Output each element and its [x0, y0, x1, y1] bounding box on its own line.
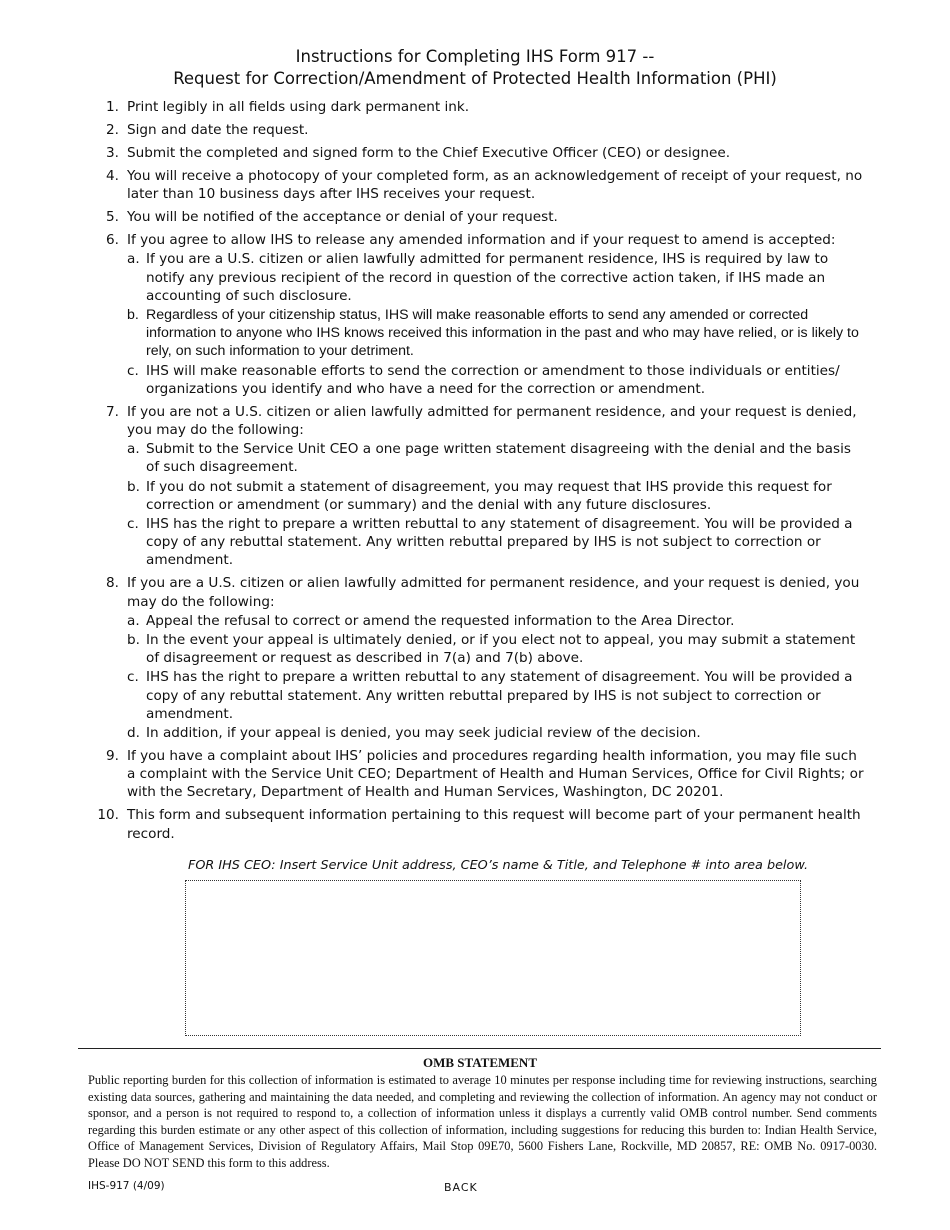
subitem-text: Regardless of your citizenship status, IHS will make reasonable efforts to send any amended or corrected information to anyone who IHS knows received this information in the past and who may have relied, or is likely to rely, on such information to your detriment.: [146, 307, 859, 360]
instruction-text: Print legibly in all fields using dark permanent ink.: [127, 99, 470, 115]
instruction-subitem: [127, 250, 866, 305]
instruction-text: You will receive a photocopy of your completed form, as an acknowledgement of receipt of your request, no later than 10 business days after IHS receives your request.: [127, 168, 863, 203]
instruction-text: If you have a complaint about IHS’ policies and procedures regarding health information, you may file such a complaint with the Service Unit CEO; Department of Health and Human Services, Office for Civil Rights; or with the Secretary, Department of Health and Human Services, Washington, DC 20201.: [127, 748, 864, 801]
instruction-text: If you are a U.S. citizen or alien lawfully admitted for permanent residence, and your request is denied, you may do the following:: [127, 575, 860, 610]
form-number: IHS-917 (4/09): [88, 1180, 165, 1192]
instruction-item: [96, 208, 866, 226]
instruction-number: 9.: [106, 748, 119, 765]
subitem-text: Submit to the Service Unit CEO a one page written statement disagreeing with the denial and the basis of such disagreement.: [146, 441, 851, 476]
instruction-item: [96, 574, 866, 742]
instruction-item: [96, 403, 866, 570]
instruction-text: Submit the completed and signed form to the Chief Executive Officer (CEO) or designee.: [127, 145, 731, 161]
subitem-letter: b.: [127, 632, 140, 649]
instruction-item: [96, 144, 866, 162]
instruction-text: If you are not a U.S. citizen or alien lawfully admitted for permanent residence, and your request is denied, you may do the following:: [127, 403, 857, 439]
subitem-text: In the event your appeal is ultimately denied, or if you elect not to appeal, you may submit a statement of disagreement or request as described in 7(a) and 7(b) above.: [146, 632, 856, 667]
subitem-text: IHS has the right to prepare a written rebuttal to any statement of disagreement. You will be provided a copy of any rebuttal statement. Any written rebuttal prepared by IHS is not subject to correction or amendment.: [146, 669, 853, 722]
instruction-item: [96, 167, 866, 203]
instruction-subitem: [127, 306, 866, 361]
instruction-list: [96, 98, 866, 848]
instruction-number: 1.: [106, 99, 119, 115]
omb-heading: OMB STATEMENT: [422, 1055, 537, 1070]
subitem-letter: a.: [127, 612, 140, 629]
instruction-item: [96, 747, 866, 802]
instruction-number: 7.: [106, 403, 119, 420]
omb-statement-text: Public reporting burden for this collection of information is estimated to average 10 minutes per response including time for reviewing instructions, searching existing data sources, gathering and maintaining the data needed, and completing and reviewing the collection of information. An agency may not conduct or sponsor, and a person is not required to respond to, a collection of information unless it displays a currently valid OMB control number. Send comments regarding this burden estimate or any other aspect of this collection of information, including suggestions for reducing this burden to: Indian Health Service, Office of Management Services, Division of Regulatory Affairs, Mail Stop 09E70, 5600 Fishers Lane, Rockville, MD 20857, RE: OMB No. 0917-0030. Please DO NOT SEND this form to this address.: [88, 1073, 877, 1170]
instruction-number: 5.: [106, 209, 119, 226]
subitem-letter: b.: [127, 307, 139, 324]
instruction-subitem: [127, 612, 866, 630]
divider: [78, 1048, 881, 1049]
instruction-subitem: [127, 440, 866, 476]
instruction-item: [96, 231, 866, 398]
subitem-letter: a.: [127, 251, 140, 268]
back-label: BACK: [444, 1181, 478, 1194]
subitem-letter: b.: [127, 478, 140, 495]
form-title: Instructions for Completing IHS Form 917 --: [295, 47, 655, 66]
instruction-number: 6.: [106, 232, 119, 249]
subitem-text: If you are a U.S. citizen or alien lawfully admitted for permanent residence, IHS is required by law to notify any previous recipient of the record in question of the corrective action taken, if IHS made an accounting of such disclosure.: [146, 251, 829, 304]
instruction-item: [96, 98, 866, 116]
subitem-text: In addition, if your appeal is denied, you may seek judicial review of the decision.: [146, 725, 701, 742]
instruction-subitem: [127, 478, 866, 514]
subitem-letter: d.: [127, 725, 140, 742]
form-subtitle: Request for Correction/Amendment of Protected Health Information (PHI): [173, 69, 777, 88]
instruction-number: 4.: [106, 168, 119, 184]
ceo-instruction-note: FOR IHS CEO: Insert Service Unit address, CEO’s name & Title, and Telephone # into area below.: [188, 858, 809, 873]
subitem-text: Appeal the refusal to correct or amend the requested information to the Area Director.: [146, 612, 735, 629]
instruction-number: 8.: [106, 575, 119, 592]
subitem-text: If you do not submit a statement of disagreement, you may request that IHS provide this request for correction or amendment (or summary) and the denial with any future disclosures.: [146, 478, 832, 513]
instruction-number: 3.: [106, 145, 119, 161]
instruction-text: Sign and date the request.: [127, 122, 309, 138]
subitem-letter: a.: [127, 441, 140, 458]
subitem-text: IHS has the right to prepare a written rebuttal to any statement of disagreement. You will be provided a copy of any rebuttal statement. Any written rebuttal prepared by IHS is not subject to correction or amendment.: [146, 516, 853, 569]
subitem-letter: c.: [127, 516, 139, 533]
instruction-subitem: [127, 515, 866, 570]
instruction-subitem: [127, 631, 866, 667]
subitem-text: IHS will make reasonable efforts to send the correction or amendment to those individuals or entities/ organizations you identify and who have a need for the correction or amendment.: [146, 362, 840, 397]
instruction-item: [96, 121, 866, 139]
instruction-subitem: [127, 668, 866, 723]
instruction-text: You will be notified of the acceptance or denial of your request.: [127, 209, 558, 226]
ceo-info-area[interactable]: [185, 880, 801, 1036]
instruction-item: [96, 806, 866, 842]
subitem-letter: c.: [127, 669, 139, 686]
instruction-number: 2.: [106, 122, 119, 138]
instruction-text: This form and subsequent information pertaining to this request will become part of your permanent health record.: [127, 807, 861, 842]
instruction-text: If you agree to allow IHS to release any amended information and if your request to amend is accepted:: [127, 232, 836, 249]
instruction-subitem: [127, 362, 866, 398]
instruction-number: 10.: [97, 807, 119, 824]
instruction-subitem: [127, 724, 866, 742]
subitem-letter: c.: [127, 362, 139, 379]
